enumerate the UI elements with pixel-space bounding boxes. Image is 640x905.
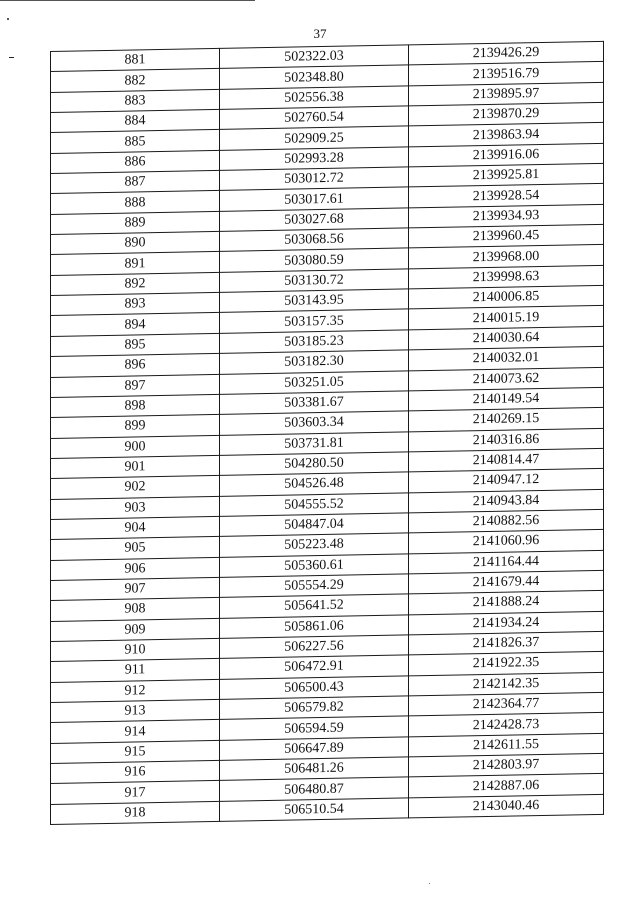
x-coordinate-cell: 502322.03 bbox=[220, 45, 409, 69]
x-coordinate-cell: 503157.35 bbox=[220, 309, 409, 333]
x-coordinate-cell: 506500.43 bbox=[220, 676, 409, 700]
x-coordinate-cell: 502556.38 bbox=[220, 86, 409, 110]
y-coordinate-cell: 2139934.93 bbox=[409, 204, 604, 228]
point-number-cell: 912 bbox=[51, 679, 220, 702]
scan-mark bbox=[7, 18, 9, 20]
y-coordinate-cell: 2140073.62 bbox=[409, 367, 604, 391]
point-number-cell: 882 bbox=[51, 69, 220, 92]
point-number-cell: 917 bbox=[51, 781, 220, 804]
x-coordinate-cell: 505861.06 bbox=[220, 615, 409, 639]
y-coordinate-cell: 2143040.46 bbox=[409, 794, 604, 818]
x-coordinate-cell: 503017.61 bbox=[220, 187, 409, 211]
x-coordinate-cell: 503027.68 bbox=[220, 208, 409, 232]
scan-speck bbox=[429, 883, 430, 884]
point-number-cell: 893 bbox=[51, 293, 220, 316]
y-coordinate-cell: 2140149.54 bbox=[409, 387, 604, 411]
y-coordinate-cell: 2139516.79 bbox=[409, 62, 604, 86]
x-coordinate-cell: 503381.67 bbox=[220, 391, 409, 415]
y-coordinate-cell: 2142887.06 bbox=[409, 774, 604, 798]
point-number-cell: 908 bbox=[51, 598, 220, 621]
point-number-cell: 881 bbox=[51, 48, 220, 71]
y-coordinate-cell: 2142364.77 bbox=[409, 692, 604, 716]
point-number-cell: 898 bbox=[51, 394, 220, 417]
x-coordinate-cell: 503080.59 bbox=[220, 248, 409, 272]
y-coordinate-cell: 2139968.00 bbox=[409, 245, 604, 269]
x-coordinate-cell: 502348.80 bbox=[220, 65, 409, 89]
point-number-cell: 903 bbox=[51, 496, 220, 519]
y-coordinate-cell: 2141922.35 bbox=[409, 652, 604, 676]
scan-mark bbox=[9, 57, 14, 58]
y-coordinate-cell: 2141164.44 bbox=[409, 550, 604, 574]
y-coordinate-cell: 2140269.15 bbox=[409, 408, 604, 432]
point-number-cell: 885 bbox=[51, 130, 220, 153]
point-number-cell: 901 bbox=[51, 455, 220, 478]
x-coordinate-cell: 506480.87 bbox=[220, 777, 409, 801]
point-number-cell: 897 bbox=[51, 374, 220, 397]
point-number-cell: 895 bbox=[51, 333, 220, 356]
point-number-cell: 906 bbox=[51, 557, 220, 580]
x-coordinate-cell: 506594.59 bbox=[220, 716, 409, 740]
x-coordinate-cell: 506227.56 bbox=[220, 635, 409, 659]
x-coordinate-cell: 505223.48 bbox=[220, 533, 409, 557]
point-number-cell: 896 bbox=[51, 354, 220, 377]
y-coordinate-cell: 2142142.35 bbox=[409, 672, 604, 696]
y-coordinate-cell: 2140882.56 bbox=[409, 509, 604, 533]
x-coordinate-cell: 506481.26 bbox=[220, 757, 409, 781]
y-coordinate-cell: 2139870.29 bbox=[409, 102, 604, 126]
coordinates-table-wrap bbox=[50, 41, 600, 825]
point-number-cell: 907 bbox=[51, 577, 220, 600]
x-coordinate-cell: 505360.61 bbox=[220, 554, 409, 578]
x-coordinate-cell: 506510.54 bbox=[220, 798, 409, 822]
y-coordinate-cell: 2140814.47 bbox=[409, 448, 604, 472]
point-number-cell: 902 bbox=[51, 476, 220, 499]
y-coordinate-cell: 2140947.12 bbox=[409, 469, 604, 493]
point-number-cell: 889 bbox=[51, 211, 220, 234]
x-coordinate-cell: 503130.72 bbox=[220, 269, 409, 293]
point-number-cell: 884 bbox=[51, 109, 220, 132]
x-coordinate-cell: 503068.56 bbox=[220, 228, 409, 252]
x-coordinate-cell: 502993.28 bbox=[220, 147, 409, 171]
point-number-cell: 887 bbox=[51, 170, 220, 193]
point-number-cell: 899 bbox=[51, 415, 220, 438]
y-coordinate-cell: 2140006.85 bbox=[409, 285, 604, 309]
y-coordinate-cell: 2139863.94 bbox=[409, 123, 604, 147]
point-number-cell: 883 bbox=[51, 89, 220, 112]
y-coordinate-cell: 2141060.96 bbox=[409, 530, 604, 554]
x-coordinate-cell: 505554.29 bbox=[220, 574, 409, 598]
y-coordinate-cell: 2139895.97 bbox=[409, 82, 604, 106]
y-coordinate-cell: 2142611.55 bbox=[409, 733, 604, 757]
point-number-cell: 918 bbox=[51, 801, 220, 824]
x-coordinate-cell: 503603.34 bbox=[220, 411, 409, 435]
page-number: 37 bbox=[313, 26, 327, 41]
x-coordinate-cell: 504847.04 bbox=[220, 513, 409, 537]
x-coordinate-cell: 503143.95 bbox=[220, 289, 409, 313]
x-coordinate-cell: 503251.05 bbox=[220, 370, 409, 394]
x-coordinate-cell: 503182.30 bbox=[220, 350, 409, 374]
point-number-cell: 909 bbox=[51, 618, 220, 641]
x-coordinate-cell: 503185.23 bbox=[220, 330, 409, 354]
point-number-cell: 905 bbox=[51, 537, 220, 560]
y-coordinate-cell: 2140032.01 bbox=[409, 347, 604, 371]
point-number-cell: 910 bbox=[51, 638, 220, 661]
point-number-cell: 892 bbox=[51, 272, 220, 295]
point-number-cell: 888 bbox=[51, 191, 220, 214]
point-number-cell: 911 bbox=[51, 659, 220, 682]
x-coordinate-cell: 503012.72 bbox=[220, 167, 409, 191]
x-coordinate-cell: 506472.91 bbox=[220, 655, 409, 679]
x-coordinate-cell: 504555.52 bbox=[220, 492, 409, 516]
y-coordinate-cell: 2140015.19 bbox=[409, 306, 604, 330]
point-number-cell: 886 bbox=[51, 150, 220, 173]
y-coordinate-cell: 2139960.45 bbox=[409, 224, 604, 248]
y-coordinate-cell: 2141934.24 bbox=[409, 611, 604, 635]
y-coordinate-cell: 2142428.73 bbox=[409, 713, 604, 737]
y-coordinate-cell: 2140030.64 bbox=[409, 326, 604, 350]
y-coordinate-cell: 2141826.37 bbox=[409, 631, 604, 655]
x-coordinate-cell: 504526.48 bbox=[220, 472, 409, 496]
point-number-cell: 890 bbox=[51, 231, 220, 254]
y-coordinate-cell: 2140316.86 bbox=[409, 428, 604, 452]
x-coordinate-cell: 503731.81 bbox=[220, 431, 409, 455]
coordinates-table-body bbox=[51, 41, 604, 824]
y-coordinate-cell: 2139426.29 bbox=[409, 41, 604, 65]
coordinates-table bbox=[50, 41, 604, 825]
y-coordinate-cell: 2140943.84 bbox=[409, 489, 604, 513]
point-number-cell: 894 bbox=[51, 313, 220, 336]
point-number-cell: 913 bbox=[51, 699, 220, 722]
y-coordinate-cell: 2139916.06 bbox=[409, 143, 604, 167]
y-coordinate-cell: 2141679.44 bbox=[409, 570, 604, 594]
point-number-cell: 891 bbox=[51, 252, 220, 275]
top-rule bbox=[0, 0, 255, 1]
point-number-cell: 916 bbox=[51, 760, 220, 783]
y-coordinate-cell: 2139928.54 bbox=[409, 184, 604, 208]
point-number-cell: 900 bbox=[51, 435, 220, 458]
y-coordinate-cell: 2139925.81 bbox=[409, 163, 604, 187]
x-coordinate-cell: 502909.25 bbox=[220, 126, 409, 150]
y-coordinate-cell: 2142803.97 bbox=[409, 753, 604, 777]
y-coordinate-cell: 2141888.24 bbox=[409, 591, 604, 615]
y-coordinate-cell: 2139998.63 bbox=[409, 265, 604, 289]
point-number-cell: 914 bbox=[51, 720, 220, 743]
point-number-cell: 915 bbox=[51, 740, 220, 763]
x-coordinate-cell: 506579.82 bbox=[220, 696, 409, 720]
x-coordinate-cell: 505641.52 bbox=[220, 594, 409, 618]
x-coordinate-cell: 502760.54 bbox=[220, 106, 409, 130]
x-coordinate-cell: 504280.50 bbox=[220, 452, 409, 476]
x-coordinate-cell: 506647.89 bbox=[220, 737, 409, 761]
point-number-cell: 904 bbox=[51, 516, 220, 539]
